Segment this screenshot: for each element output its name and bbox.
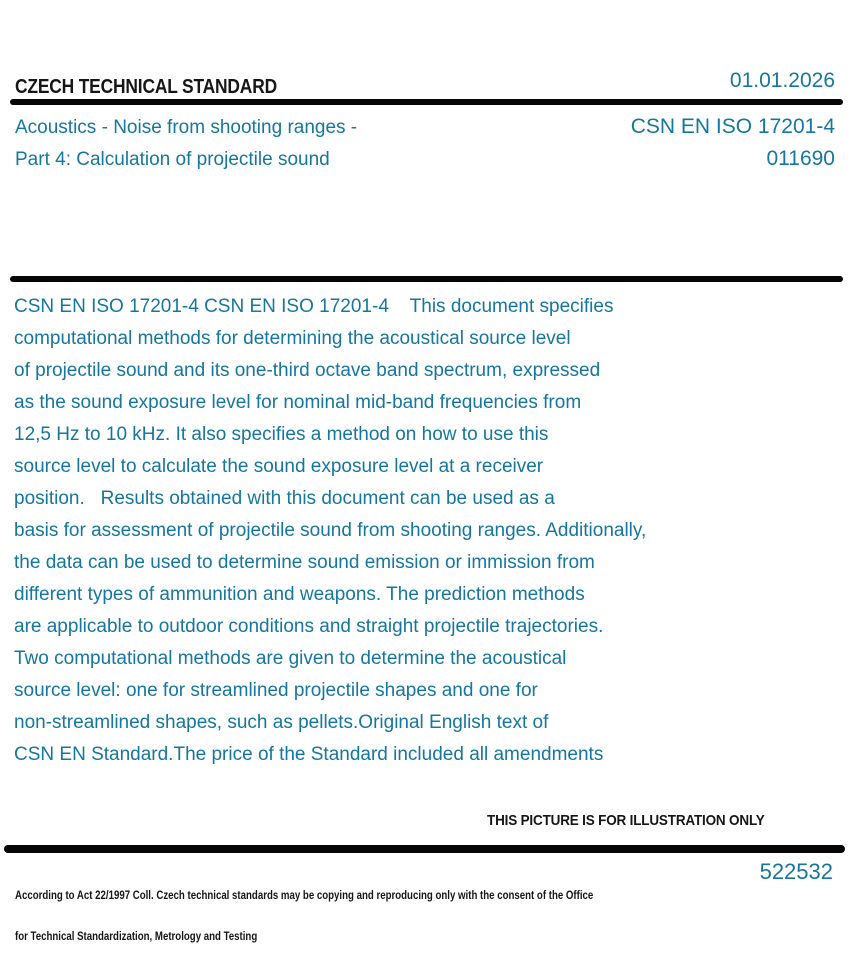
abstract-line: source level to calculate the sound exposure level at a receiver	[14, 456, 544, 477]
footer-divider-rule	[4, 845, 845, 853]
order-number: 522532	[759, 859, 833, 884]
title-divider-rule	[10, 276, 843, 282]
abstract-line: Two computational methods are given to determine the acoustical	[14, 648, 567, 669]
abstract-line: CSN EN Standard.The price of the Standard included all amendments	[14, 744, 604, 765]
illustration-only-notice: THIS PICTURE IS FOR ILLUSTRATION ONLY	[487, 812, 765, 829]
abstract-line: are applicable to outdoor conditions and straight projectile trajectories.	[14, 616, 604, 637]
abstract-line: different types of ammunition and weapons. The prediction methods	[14, 584, 585, 605]
standard-title-line-2: Part 4: Calculation of projectile sound	[15, 149, 330, 170]
abstract-line: of projectile sound and its one-third octave band spectrum, expressed	[14, 360, 601, 381]
classification-code: 011690	[766, 147, 835, 170]
standard-title-line-1: Acoustics - Noise from shooting ranges -	[15, 117, 358, 138]
abstract-line: CSN EN ISO 17201-4 CSN EN ISO 17201-4 This document specifies	[14, 296, 614, 317]
abstract-line: computational methods for determining the acoustical source level	[14, 328, 571, 349]
standard-code: CSN EN ISO 17201-4	[630, 115, 835, 138]
copyright-notice	[15, 863, 593, 971]
abstract-line: the data can be used to determine sound emission or immission from	[14, 552, 595, 573]
abstract-line: position. Results obtained with this document can be used as a	[14, 488, 555, 509]
copyright-notice-line-2: for Technical Standardization, Metrology and Testing	[15, 930, 258, 943]
abstract-line: 12,5 Hz to 10 kHz. It also specifies a method on how to use this	[14, 424, 549, 445]
document-type-heading: CZECH TECHNICAL STANDARD	[15, 76, 277, 98]
effective-date: 01.01.2026	[729, 69, 835, 92]
abstract-line: source level: one for streamlined projectile shapes and one for	[14, 680, 538, 701]
copyright-notice-line-1: According to Act 22/1997 Coll. Czech technical standards may be copying and reproducing only with the consent of the Office	[15, 890, 594, 902]
abstract-line: as the sound exposure level for nominal mid-band frequencies from	[14, 392, 582, 413]
header-divider-rule	[10, 99, 843, 105]
abstract-paragraph	[14, 291, 834, 771]
abstract-line: non-streamlined shapes, such as pellets.Original English text of	[14, 712, 549, 733]
abstract-line: basis for assessment of projectile sound from shooting ranges. Additionally,	[14, 520, 647, 541]
